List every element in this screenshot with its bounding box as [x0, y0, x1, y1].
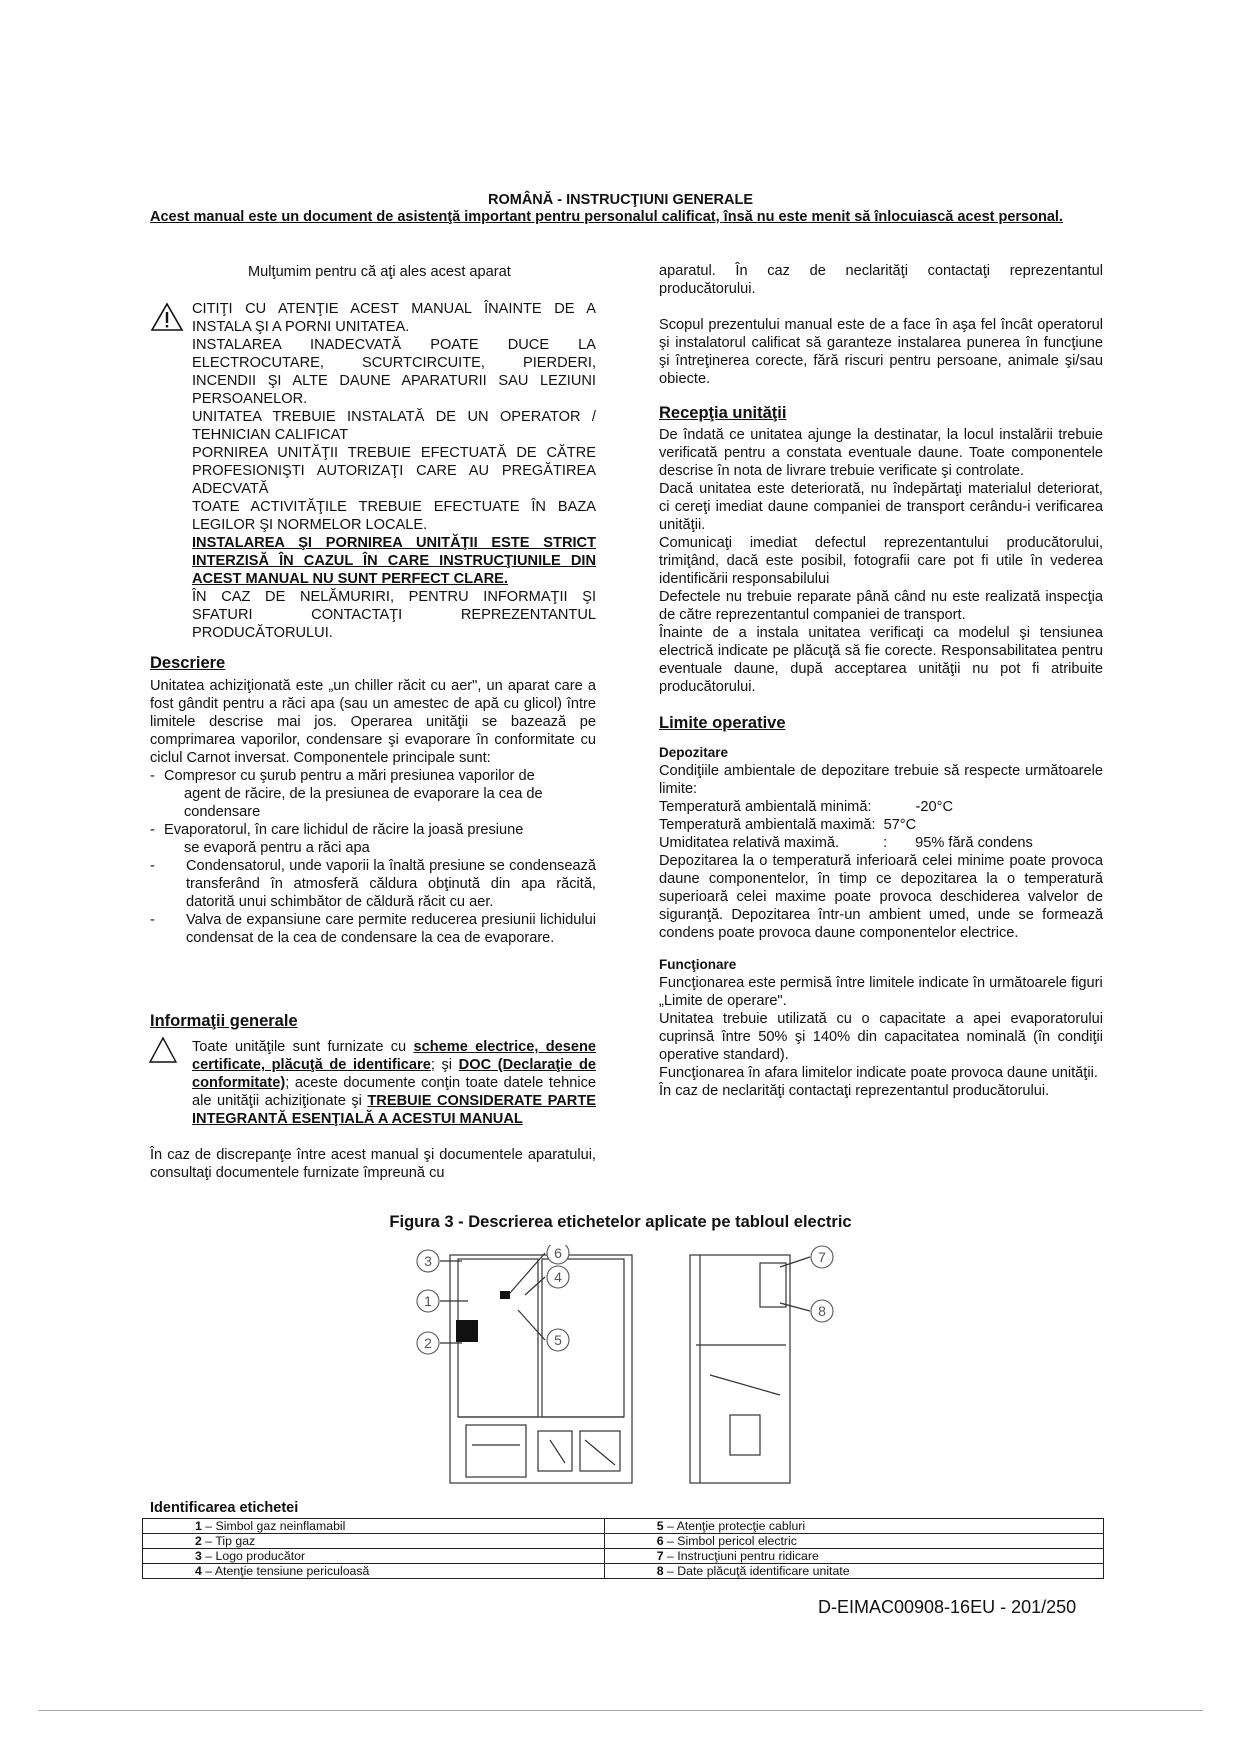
- right-column: [659, 262, 1103, 1100]
- table-row: [143, 1519, 1104, 1534]
- receptia-paragraph: Înainte de a instala unitatea verificaţi ca modelul şi tensiunea electrică indicate pe plăcuţă să fie corecte. Responsabilitatea pentru eventuale daune, după acceptarea unităţii nu pot fi atribuite producătorului.: [659, 625, 1103, 695]
- subsection-title-functionare: Funcţionare: [659, 957, 737, 972]
- table-cell: 7 – Instrucţiuni pentru ridicare: [604, 1549, 1103, 1564]
- dash-mark: -: [150, 768, 155, 784]
- thanks-text: Mulţumim pentru că aţi ales acest aparat: [248, 264, 511, 280]
- dash-mark: -: [150, 912, 155, 928]
- unit-front-outline: [450, 1255, 632, 1483]
- tmin-label: Temperatură ambientală minimă:: [659, 799, 872, 815]
- humidity-label: Umiditatea relativă maximă.: [659, 835, 840, 851]
- humidity-row: [659, 834, 1103, 852]
- warning-line: TOATE ACTIVITĂŢILE TREBUIE EFECTUATE ÎN BAZA LEGILOR ŞI NORMELOR LOCALE.: [192, 499, 596, 533]
- dash-mark: -: [150, 822, 155, 838]
- component-rest: agent de răcire, de la presiunea de evaporare la cea de condensare: [184, 786, 543, 820]
- info-underlined: DOC (Declaraţie de conformitate): [192, 1057, 596, 1091]
- page-title: ROMÂNĂ - INSTRUCŢIUNI GENERALE: [487, 192, 754, 208]
- section-title-descriere: Descriere: [150, 654, 226, 672]
- info-underlined: TREBUIE CONSIDERATE PARTE INTEGRANTĂ ESENŢIALĂ A ACESTUI MANUAL: [192, 1093, 596, 1127]
- descriere-section: [150, 654, 596, 947]
- section-title-info: Informaţii generale: [150, 1012, 298, 1030]
- callout-num-8: 8: [818, 1303, 826, 1319]
- figure-title: Figura 3 - Descrierea etichetelor aplicate pe tabloul electric: [389, 1213, 852, 1231]
- table-cell: 8 – Date plăcuţă identificare unitate: [604, 1564, 1103, 1579]
- table-cell: 6 – Simbol pericol electric: [604, 1534, 1103, 1549]
- table-cell: 2 – Tip gaz: [143, 1534, 605, 1549]
- info-part: ; şi: [430, 1057, 459, 1073]
- warning-block: [192, 300, 596, 642]
- label-table-title: Identificarea etichetei: [150, 1500, 299, 1516]
- info-underlined: scheme electrice, desene certificate, plăcuţă de identificare: [192, 1039, 596, 1073]
- info-text: [192, 1038, 596, 1128]
- component-item: [150, 821, 596, 857]
- info-section: [150, 1012, 596, 1030]
- subsection-title-depozitare: Depozitare: [659, 745, 729, 760]
- table-row: [143, 1549, 1104, 1564]
- unit-side-outline: [690, 1255, 790, 1483]
- functionare-paragraph: Funcţionarea în afara limitelor indicate poate provoca daune unităţii.: [659, 1065, 1098, 1081]
- component-item: [150, 857, 596, 911]
- tmax-value: 57°C: [883, 817, 917, 833]
- callout-num-7: 7: [818, 1249, 826, 1265]
- dash-mark: -: [150, 858, 155, 874]
- callout-num-6: 6: [554, 1245, 562, 1261]
- continued-text: aparatul. În caz de neclarităţi contactaţi reprezentantul producătorului.: [659, 263, 1103, 297]
- humidity-sep: :: [883, 835, 888, 851]
- callout-num-1: 1: [424, 1293, 432, 1309]
- panel-drawing: [400, 1245, 860, 1495]
- warning-end: ÎN CAZ DE NELĂMURIRI, PENTRU INFORMAŢII ŞI SFATURI CONTACTAŢI REPREZENTANTUL PRODUCĂTORULUI.: [192, 589, 596, 641]
- page-divider: [38, 1710, 1203, 1711]
- label-sticker-black: [456, 1320, 478, 1342]
- callout-num-5: 5: [554, 1332, 562, 1348]
- functionare-paragraph: Funcţionarea este permisă între limitele indicate în următoarele figuri „Limite de operare".: [659, 975, 1103, 1009]
- table-cell: 5 – Atenţie protecţie cabluri: [604, 1519, 1103, 1534]
- warning-strong: INSTALAREA ŞI PORNIREA UNITĂŢII ESTE STRICT INTERZISĂ ÎN CAZUL ÎN CARE INSTRUCŢIUNILE DIN ACEST MANUAL NU SUNT PERFECT CLARE.: [192, 535, 596, 587]
- descriere-text: Unitatea achiziţionată este „un chiller răcit cu aer", un aparat care a fost gândit pentru a răci apa (sau un amestec de apă cu glicol) între limitele descrise mai jos. Operarea unităţii se bazează pe comprimarea vaporilor, condensare şi evaporare în conformitate cu ciclul Carnot inversat. Componentele principale sunt:: [150, 678, 596, 766]
- document-reference: D-EIMAC00908-16EU - 201/250: [818, 1597, 1077, 1617]
- table-cell: 4 – Atenţie tensiune periculoasă: [143, 1564, 605, 1579]
- warning-line: PORNIREA UNITĂŢII TREBUIE EFECTUATĂ DE CĂTRE PROFESIONIŞTI AUTORIZAŢI CARE AU PREGĂTIREA ADECVATĂ: [192, 445, 596, 497]
- receptia-paragraph: De îndată ce unitatea ajunge la destinatar, la locul instalării trebuie verificată pentru a constata eventuale daune. Toate componentele descrise în nota de livrare trebuie verificate şi controlate.: [659, 427, 1103, 479]
- warning-line: UNITATEA TREBUIE INSTALATĂ DE UN OPERATOR / TEHNICIAN CALIFICAT: [192, 409, 596, 443]
- depozitare-intro: Condiţiile ambientale de depozitare trebuie să respecte următoarele limite:: [659, 763, 1103, 797]
- receptia-paragraph: Comunicaţi imediat defectul reprezentantului producătorului, trimiţând, dacă este posibil, fotografii care pot fi utile în vederea identificării responsabilului: [659, 535, 1103, 587]
- info-part: ; aceste documente conţin toate datele tehnice ale unităţii achiziţionate şi: [192, 1075, 596, 1109]
- table-row: [143, 1534, 1104, 1549]
- tmin-row: [659, 798, 1103, 816]
- component-first-line: Evaporatorul, în care lichidul de răcire la joasă presiune: [164, 822, 524, 838]
- scope-text: Scopul prezentului manual este de a face în aşa fel încât operatorul şi instalatorul calificat să garanteze instalarea punerea în funcţiune şi întreţinerea corecte, fără riscuri pentru persoane, animale şi/sau obiecte.: [659, 317, 1103, 387]
- callout-num-2: 2: [424, 1335, 432, 1351]
- component-text: [164, 821, 596, 857]
- component-item: [150, 767, 596, 821]
- section-title-limite: Limite operative: [659, 714, 786, 732]
- component-rest: se evaporă pentru a răci apa: [184, 840, 370, 856]
- functionare-paragraph: În caz de neclarităţi contactaţi reprezentantul producătorului.: [659, 1083, 1050, 1099]
- receptia-paragraph: Defectele nu trebuie reparate până când nu este realizată inspecţia de către reprezentantul companiei de transport.: [659, 589, 1103, 623]
- label-table: [142, 1518, 1104, 1579]
- tmax-row: [659, 816, 1103, 834]
- caution-triangle-icon: [148, 1036, 178, 1064]
- table-cell: 1 – Simbol gaz neinflamabil: [143, 1519, 605, 1534]
- section-title-receptia: Recepţia unităţii: [659, 404, 787, 422]
- warning-line: INSTALAREA INADECVATĂ POATE DUCE LA ELECTROCUTARE, SCURTCIRCUITE, PIERDERI, INCENDII ŞI ALTE DAUNE APARATURII SAU LEZIUNI PERSOANELOR.: [192, 337, 596, 407]
- humidity-value: 95% fără condens: [915, 835, 1033, 851]
- tmax-label: Temperatură ambientală maximă:: [659, 817, 876, 833]
- component-text: Condensatorul, unde vaporii la înaltă presiune se condensează transferând în atmosferă căldura obţinută din apa răcită, datorită unui schimbător de căldură răcit cu aer.: [186, 858, 596, 910]
- warning-line: CITIŢI CU ATENŢIE ACEST MANUAL ÎNAINTE DE A INSTALA ŞI A PORNI UNITATEA.: [192, 301, 596, 335]
- table-row: [143, 1564, 1104, 1579]
- depozitare-text: Depozitarea la o temperatură inferioară celei minime poate provoca daune componentelor, în timp ce depozitarea la o temperatură superioară celei maxime poate provoca deschiderea valvelor de siguranţă. Depozitarea într-un ambient umed, unde se formează condens poate provoca daune componentelor electrice.: [659, 853, 1103, 941]
- callout-num-4: 4: [554, 1269, 562, 1285]
- functionare-paragraph: Unitatea trebuie utilizată cu o capacitate a apei evaporatorului cuprinsă între 50% şi 140% din capacitatea nominală (în condiţii operative standard).: [659, 1011, 1103, 1063]
- tmin-value: -20°C: [915, 799, 953, 815]
- component-text: [164, 767, 596, 821]
- component-item: [150, 911, 596, 947]
- component-text: Valva de expansiune care permite reducerea presiunii lichidului condensat de la cea de condensare la cea de evaporare.: [186, 912, 596, 946]
- callout-num-3: 3: [424, 1253, 432, 1269]
- receptia-paragraph: Dacă unitatea este deteriorată, nu îndepărtaţi materialul deteriorat, ci cereţi imediat daune companiei de transport cerându-i verificarea unităţii.: [659, 481, 1103, 533]
- info-end: În caz de discrepanţe între acest manual şi documentele aparatului, consultaţi documentele furnizate împreună cu: [150, 1147, 596, 1181]
- intro-note: Acest manual este un document de asistenţă important pentru personalul calificat, însă nu este menit să înlocuiască acest personal.: [150, 209, 1063, 225]
- table-cell: 3 – Logo producător: [143, 1549, 605, 1564]
- warning-triangle-icon: [150, 302, 184, 332]
- info-part: Toate unităţile sunt furnizate cu: [192, 1039, 414, 1055]
- label-sticker-small: [500, 1291, 510, 1299]
- component-first-line: Compresor cu şurub pentru a mări presiunea vaporilor de: [164, 768, 535, 784]
